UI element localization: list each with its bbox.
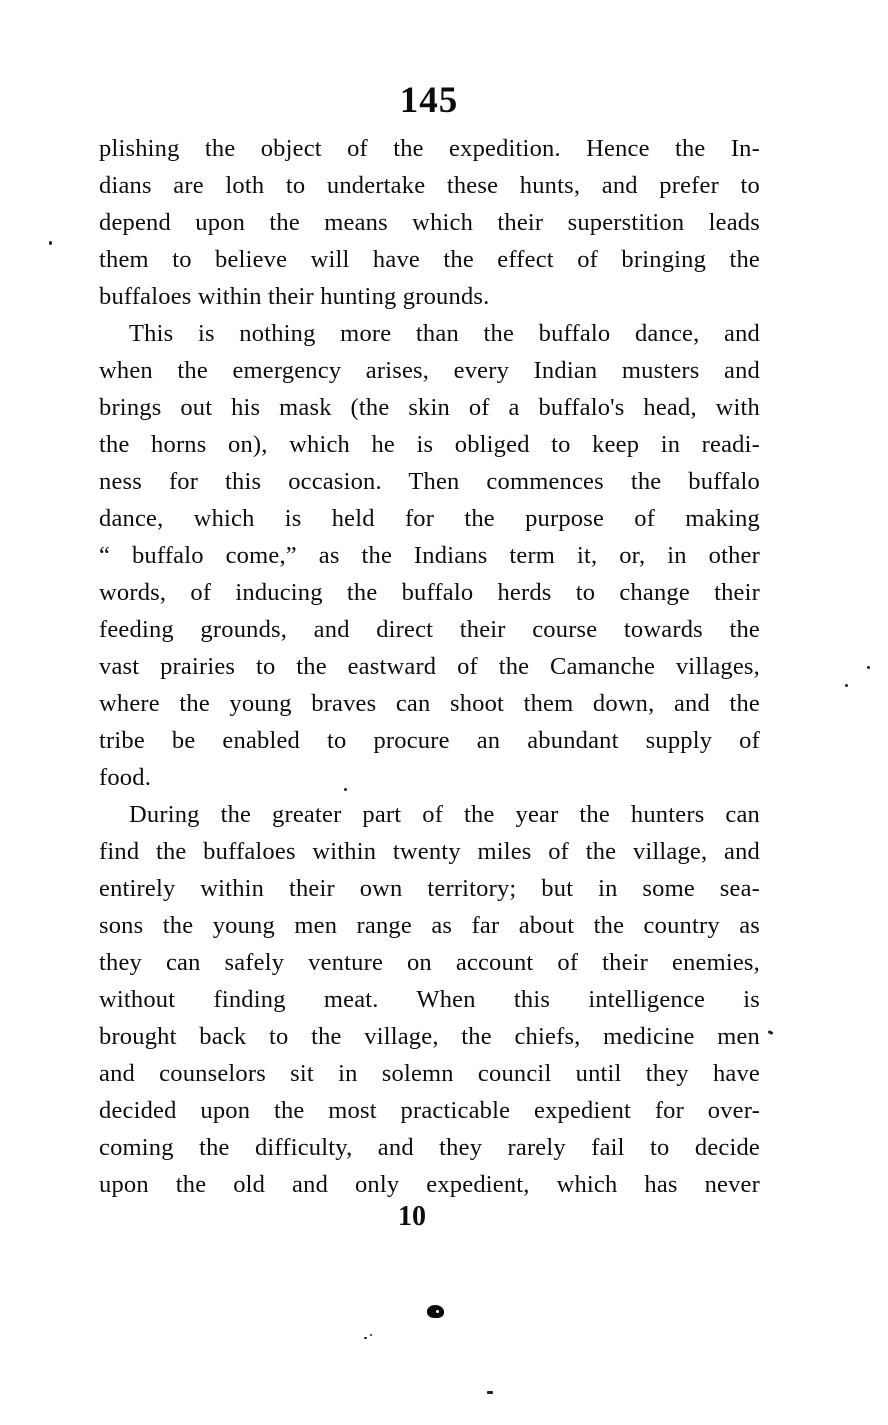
text-line: where the young braves can shoot them down, and the [99,690,760,717]
text-line: “ buffalo come,” as the Indians term it, or, in other [99,542,760,569]
text-line: buffaloes within their hunting grounds. [99,283,490,310]
text-line: brings out his mask (the skin of a buffalo's head, with [99,394,760,421]
text-line: when the emergency arises, every Indian musters and [99,357,760,384]
text-line: This is nothing more than the buffalo dance, and [129,320,760,347]
scan-speck [370,1334,372,1336]
text-line: upon the old and only expedient, which has never [99,1171,760,1198]
text-line: brought back to the village, the chiefs, medicine men [99,1023,760,1050]
signature-mark: 10 [398,1201,426,1232]
text-line: vast prairies to the eastward of the Camanche villages, [99,653,760,680]
text-line: the horns on), which he is obliged to keep in readi- [99,431,760,458]
ink-blot-hole [436,1310,439,1313]
text-line: coming the difficulty, and they rarely fail to decide [99,1134,760,1161]
scan-speck [845,684,848,687]
text-line: ness for this occasion. Then commences the buffalo [99,468,760,495]
text-line: words, of inducing the buffalo herds to change their [99,579,760,606]
text-line: dance, which is held for the purpose of making [99,505,760,532]
text-line: decided upon the most practicable expedient for over- [99,1097,760,1124]
text-line: tribe be enabled to procure an abundant supply of [99,727,760,754]
ink-blot-artifact [427,1305,444,1318]
scan-speck [487,1391,493,1394]
page-number: 145 [399,80,459,121]
text-line: food. [99,764,152,791]
text-line: and counselors sit in solemn council until they have [99,1060,760,1087]
text-line: dians are loth to undertake these hunts, and prefer to [99,172,760,199]
scan-speck [364,1337,367,1339]
text-block [99,130,760,1203]
scan-speck [768,1030,774,1035]
text-line: without finding meat. When this intelligence is [99,986,760,1013]
scan-speck [344,788,347,791]
text-line: During the greater part of the year the hunters can [129,801,760,828]
scan-speck [867,666,870,669]
scan-speck [49,241,52,245]
text-line: feeding grounds, and direct their course towards the [99,616,760,643]
text-line: them to believe will have the effect of bringing the [99,246,760,273]
text-line: depend upon the means which their superstition leads [99,209,760,236]
text-line: plishing the object of the expedition. Hence the In- [99,135,760,162]
text-line: find the buffaloes within twenty miles of the village, and [99,838,760,865]
text-line: sons the young men range as far about the country as [99,912,760,939]
text-line: they can safely venture on account of their enemies, [99,949,760,976]
text-line: entirely within their own territory; but in some sea- [99,875,760,902]
